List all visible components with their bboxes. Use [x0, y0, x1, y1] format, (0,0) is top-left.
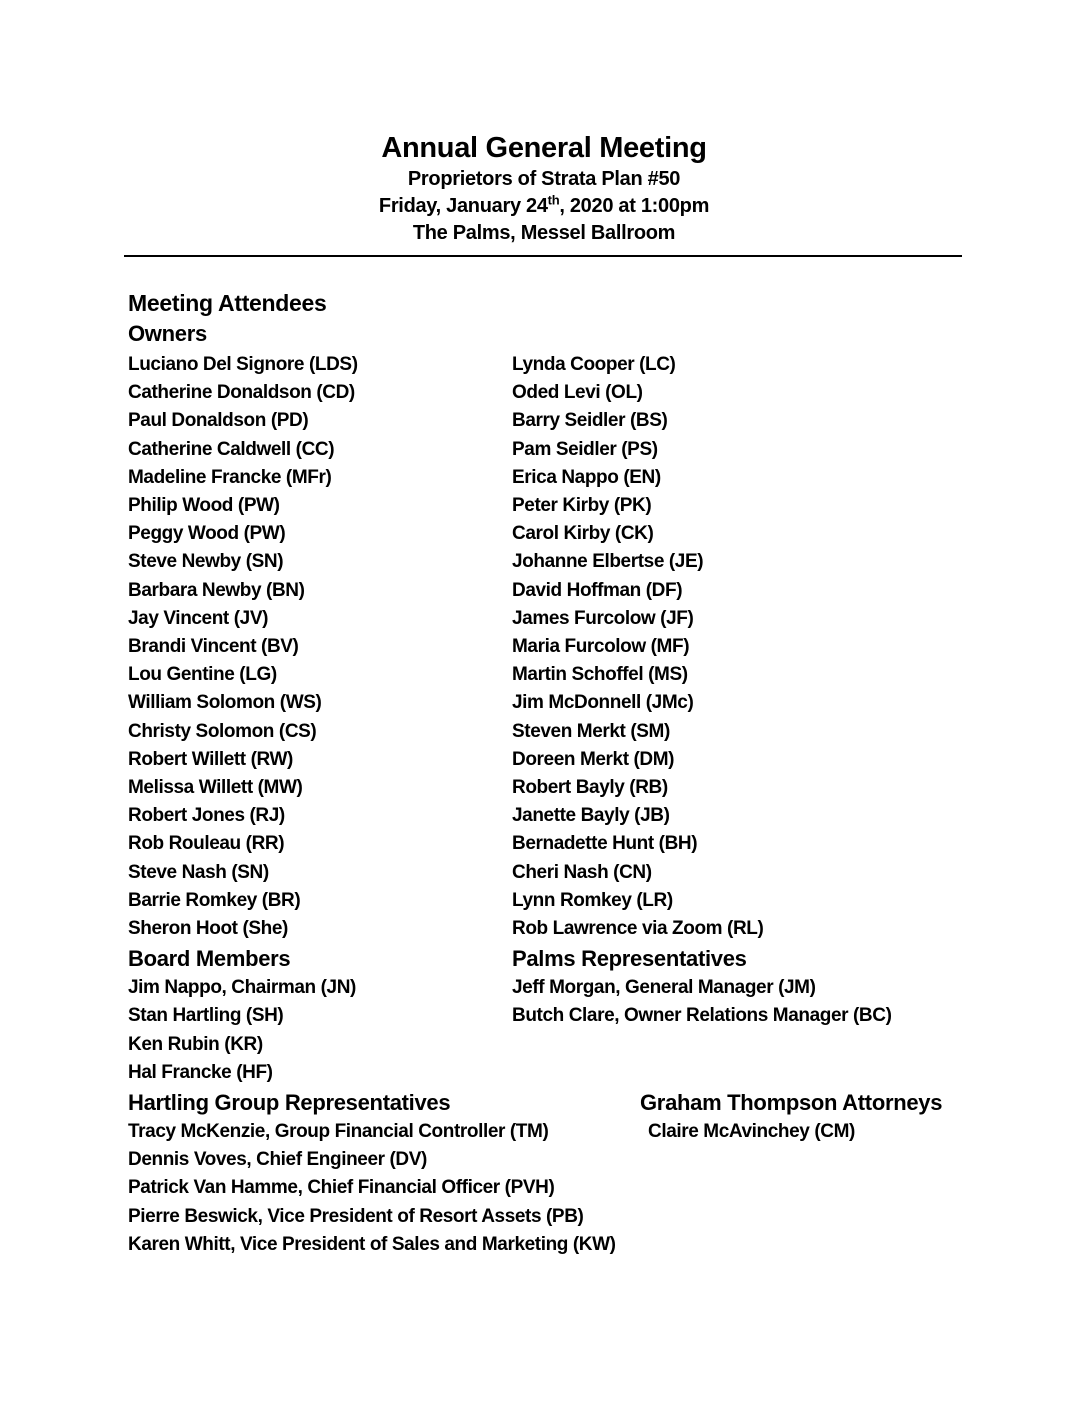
owners-columns: [128, 351, 962, 943]
attendee-name: Catherine Caldwell (CC): [128, 438, 335, 460]
attendee-name: Steve Nash (SN): [128, 861, 269, 883]
attendee-name: David Hoffman (DF): [512, 579, 683, 601]
board-and-palms-columns: [128, 943, 962, 1087]
attendee-name: Jim McDonnell (JMc): [512, 692, 694, 714]
attendee-name: Steven Merkt (SM): [512, 720, 670, 742]
graham-thompson-list: [640, 1118, 962, 1146]
document-body: [0, 288, 1088, 1259]
board-members-heading: Board Members: [128, 946, 291, 972]
board-members-section: [128, 943, 512, 1087]
attendee-name: Lynda Cooper (LC): [512, 354, 676, 375]
header-divider: [124, 255, 962, 257]
attendee-name: Robert Willett (RW): [128, 748, 293, 770]
attendee-name: Doreen Merkt (DM): [512, 748, 675, 770]
owners-left-column: [128, 351, 512, 943]
attendee-name: Barry Seidler (BS): [512, 410, 668, 432]
hartling-group-section: [128, 1087, 640, 1259]
attendee-name: Butch Clare, Owner Relations Manager (BC): [512, 1005, 892, 1027]
palms-representatives-list: [512, 974, 962, 1030]
document-location: The Palms, Messel Ballroom: [412, 222, 676, 244]
attendee-name: Steve Newby (SN): [128, 551, 284, 573]
graham-thompson-heading: Graham Thompson Attorneys: [640, 1090, 943, 1116]
board-members-list: [128, 974, 512, 1087]
owners-right-column: [512, 351, 962, 943]
attendee-name: Pam Seidler (PS): [512, 438, 658, 460]
meeting-attendees-heading: Meeting Attendees: [128, 290, 327, 316]
document-title: Annual General Meeting: [381, 132, 707, 164]
attendee-name: Peggy Wood (PW): [128, 523, 286, 545]
attendee-name: Patrick Van Hamme, Chief Financial Officer (PVH): [128, 1177, 555, 1199]
attendee-name: Melissa Willett (MW): [128, 777, 303, 799]
attendee-name: Johanne Elbertse (JE): [512, 551, 704, 573]
attendee-name: Pierre Beswick, Vice President of Resort Assets (PB): [128, 1205, 584, 1227]
document-subtitle: Proprietors of Strata Plan #50: [407, 168, 681, 190]
attendee-name: Lou Gentine (LG): [128, 664, 277, 686]
attendee-name: Carol Kirby (CK): [512, 523, 654, 545]
attendee-name: Barrie Romkey (BR): [128, 889, 301, 911]
attendee-name: Claire McAvinchey (CM): [648, 1121, 855, 1143]
attendee-name: Peter Kirby (PK): [512, 495, 652, 517]
attendee-name: Catherine Donaldson (CD): [128, 382, 355, 404]
attendee-name: Rob Lawrence via Zoom (RL): [512, 918, 764, 940]
attendee-name: Jeff Morgan, General Manager (JM): [512, 977, 816, 999]
attendee-name: Philip Wood (PW): [128, 495, 280, 517]
attendee-name: Erica Nappo (EN): [512, 466, 661, 488]
hartling-group-list: [128, 1118, 640, 1259]
attendee-name: Rob Rouleau (RR): [128, 833, 285, 855]
attendee-name: Tracy McKenzie, Group Financial Controller (TM): [128, 1121, 549, 1143]
attendee-name: Karen Whitt, Vice President of Sales and Marketing (KW): [128, 1233, 616, 1255]
attendee-name: Martin Schoffel (MS): [512, 664, 688, 686]
attendee-name: Christy Solomon (CS): [128, 720, 317, 742]
attendee-name: James Furcolow (JF): [512, 607, 694, 629]
attendee-name: Stan Hartling (SH): [128, 1005, 284, 1027]
attendee-name: Maria Furcolow (MF): [512, 636, 690, 658]
datetime-prefix: Friday, January 24: [378, 195, 548, 217]
hartling-and-graham-columns: [128, 1087, 962, 1259]
attendee-name: Hal Francke (HF): [128, 1061, 273, 1083]
attendee-name: Janette Bayly (JB): [512, 805, 670, 827]
attendee-name: Cheri Nash (CN): [512, 861, 652, 883]
graham-thompson-section: [640, 1087, 962, 1146]
attendee-name: William Solomon (WS): [128, 692, 322, 714]
attendee-name: Dennis Voves, Chief Engineer (DV): [128, 1149, 427, 1171]
owners-heading: Owners: [128, 321, 207, 346]
attendee-name: Robert Bayly (RB): [512, 777, 668, 799]
attendee-name: Lynn Romkey (LR): [512, 889, 673, 911]
attendee-name: Sheron Hoot (She): [128, 918, 288, 940]
hartling-group-heading: Hartling Group Representatives: [128, 1090, 451, 1116]
palms-representatives-heading: Palms Representatives: [512, 946, 747, 972]
attendee-name: Madeline Francke (MFr): [128, 466, 332, 488]
attendee-name: Ken Rubin (KR): [128, 1033, 263, 1055]
attendee-name: Brandi Vincent (BV): [128, 636, 299, 658]
attendee-name: Oded Levi (OL): [512, 382, 643, 404]
attendee-name: Jim Nappo, Chairman (JN): [128, 977, 356, 999]
attendee-name: Luciano Del Signore (LDS): [128, 354, 358, 375]
attendee-name: Paul Donaldson (PD): [128, 410, 309, 432]
document-header: [0, 0, 1088, 247]
attendee-name: Jay Vincent (JV): [128, 607, 269, 629]
datetime-ordinal-superscript: th: [547, 192, 560, 208]
document-datetime: [0, 193, 1088, 220]
palms-representatives-section: [512, 943, 962, 1030]
attendee-name: Bernadette Hunt (BH): [512, 833, 698, 855]
attendee-name: Barbara Newby (BN): [128, 579, 305, 601]
datetime-suffix: , 2020 at 1:00pm: [559, 195, 710, 217]
attendee-name: Robert Jones (RJ): [128, 805, 285, 827]
